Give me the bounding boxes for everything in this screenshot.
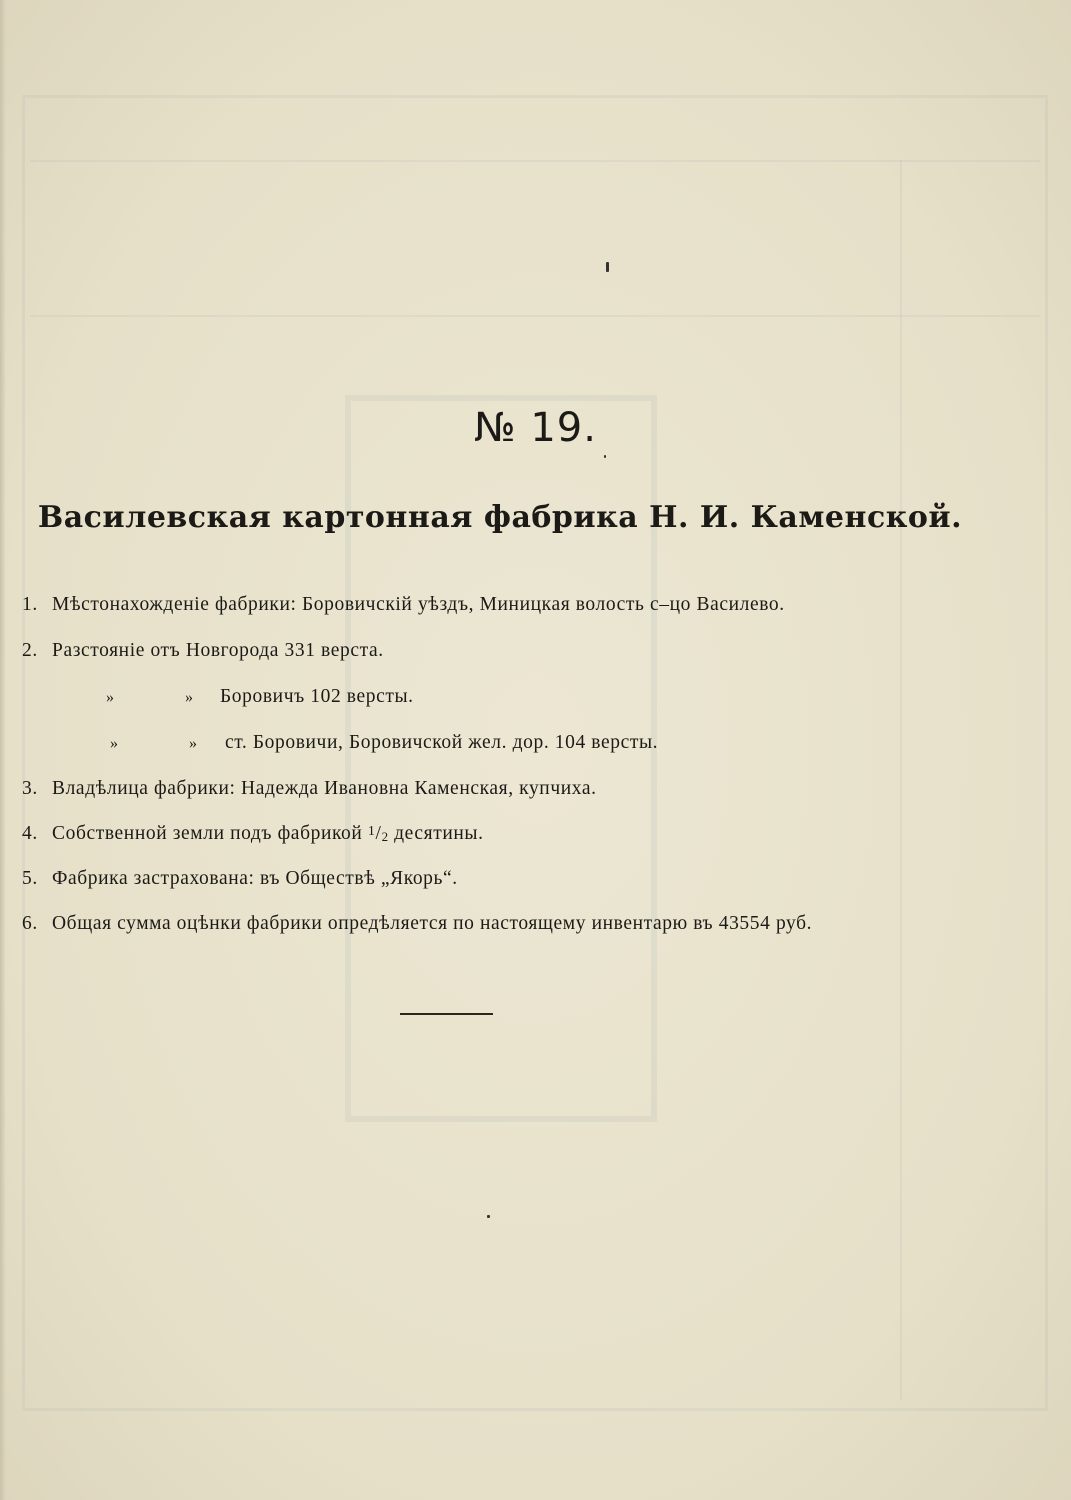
item-number: 2. [22, 640, 38, 661]
item-number: 3. [22, 778, 38, 799]
item-text: Мѣстонахожденіе фабрики: Боровичскій уѣздъ, Миницкая волость с–цо Василево. [52, 594, 785, 615]
item-number: 5. [22, 868, 38, 889]
ditto-mark: » [110, 735, 119, 752]
list-item [22, 913, 1022, 935]
list-item [22, 640, 1022, 662]
print-speck [487, 1215, 490, 1218]
list-item [22, 778, 1022, 800]
factory-title: Василевская картонная фабрика Н. И. Каменской. [37, 500, 963, 535]
print-speck [604, 455, 606, 458]
reverse-page-bleed-line [30, 160, 1040, 162]
list-item: 4. Собственной земли подъ фабрикой $^1$/2 десятины. [22, 823, 484, 844]
distance-text: ст. Боровичи, Боровичской жел. дор. 104 версты. [225, 732, 659, 753]
item-text: Собственной земли подъ фабрикой [52, 823, 368, 844]
ditto-mark: » [189, 735, 198, 752]
list-item [22, 594, 1022, 616]
print-speck [606, 262, 609, 272]
reverse-page-bleed-line [30, 315, 1040, 317]
item-text: Разстояніе отъ Новгорода 331 верста. [52, 640, 384, 661]
document-number: № 19. [474, 405, 597, 451]
fraction-numerator: 1 [367, 824, 376, 839]
item-number: 6. [22, 913, 38, 934]
item-text: Фабрика застрахована: въ Обществѣ „Якорь“. [52, 868, 458, 889]
distance-text: Боровичъ 102 версты. [220, 686, 414, 707]
item-number: 1. [22, 594, 38, 615]
ditto-mark: » [185, 689, 194, 706]
fraction-denominator: 2 [381, 829, 389, 844]
item-text: Владѣлица фабрики: Надежда Ивановна Каменская, купчиха. [52, 778, 597, 799]
page-edge-shadow [0, 0, 6, 1500]
list-item [22, 868, 1022, 890]
item-number: 4. [22, 823, 38, 844]
item-text: десятины. [388, 823, 484, 844]
closing-rule [400, 1013, 493, 1015]
ditto-mark: » [106, 689, 115, 706]
item-text: Общая сумма оцѣнки фабрики опредѣляется по настоящему инвентарю въ 43554 руб. [52, 913, 813, 934]
